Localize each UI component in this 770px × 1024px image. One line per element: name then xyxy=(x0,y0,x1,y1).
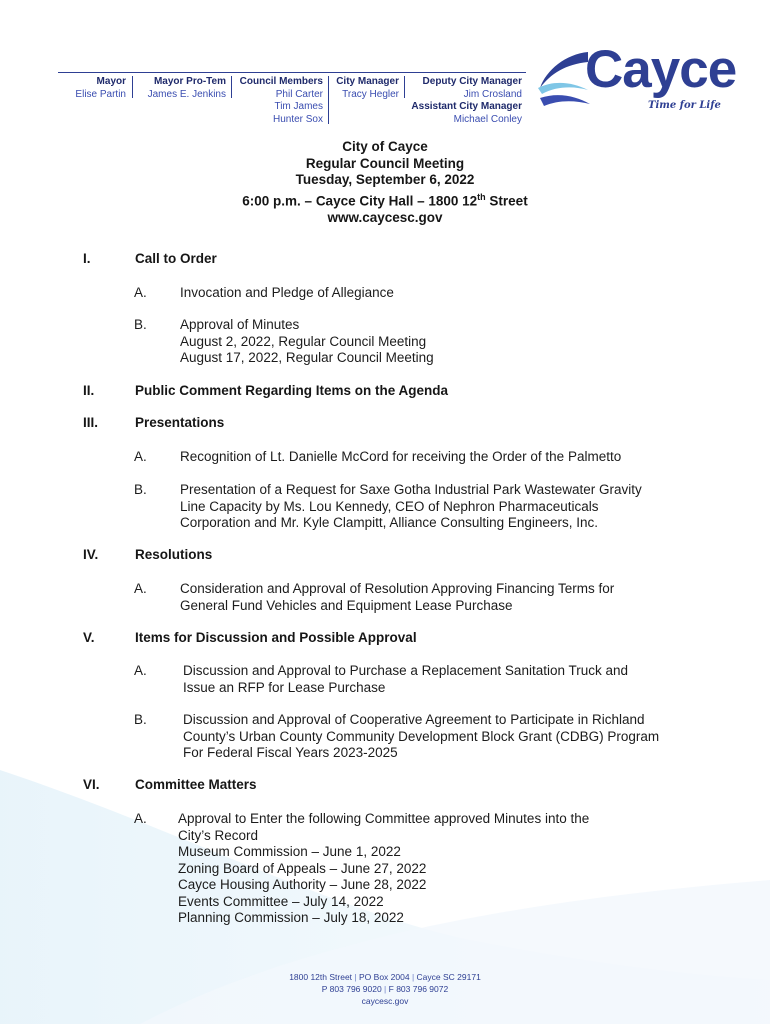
item-letter: A. xyxy=(134,663,147,678)
assistant-city-manager-name: Michael Conley xyxy=(453,113,522,125)
footer-phone: P 803 796 9020 xyxy=(321,984,382,994)
section-title: Public Comment Regarding Items on the Agenda xyxy=(135,383,449,398)
item-line: Zoning Board of Appeals – June 27, 2022 xyxy=(178,860,427,876)
item-letter: A. xyxy=(134,581,147,596)
footer-po-box: PO Box 2004 xyxy=(359,972,410,982)
item-line: City’s Record xyxy=(178,827,259,843)
item-line: Approval of Minutes xyxy=(180,317,300,332)
footer-website[interactable]: caycesc.gov xyxy=(361,996,409,1006)
header-mayor-pro-tem xyxy=(138,76,226,101)
section-numeral: III. xyxy=(83,415,99,430)
item-line: Approval to Enter the following Committee approved Minutes into the xyxy=(178,811,590,826)
item-line: Events Committee – July 14, 2022 xyxy=(178,893,384,909)
item-line: County’s Urban County Community Development Block Grant (CDBG) Program xyxy=(183,728,660,744)
section-numeral: II. xyxy=(83,383,95,398)
footer-separator: | xyxy=(384,984,387,994)
header-rule xyxy=(58,72,526,73)
city-name: City of Cayce xyxy=(342,139,428,154)
ordinal-suffix: th xyxy=(477,191,486,202)
section-numeral: I. xyxy=(83,251,91,266)
header-city-manager xyxy=(332,76,399,101)
mayor-title: Mayor xyxy=(96,76,126,87)
mayor-pro-tem-name: James E. Jenkins xyxy=(147,88,226,100)
deputy-city-manager-name: Jim Crosland xyxy=(463,88,522,100)
item-line: Planning Commission – July 18, 2022 xyxy=(178,910,404,925)
meeting-type: Regular Council Meeting xyxy=(305,155,465,171)
section-numeral: VI. xyxy=(83,777,100,792)
header-mayor xyxy=(72,76,126,101)
item-line: August 2, 2022, Regular Council Meeting xyxy=(180,333,427,349)
item-line: Consideration and Approval of Resolution Approving Financing Terms for xyxy=(180,581,615,596)
item-line: Invocation and Pledge of Allegiance xyxy=(180,285,394,300)
footer-phone-line xyxy=(200,983,570,995)
item-line: August 17, 2022, Regular Council Meeting xyxy=(180,350,434,365)
city-manager-title: City Manager xyxy=(336,76,399,87)
footer-street: 1800 12th Street xyxy=(289,972,353,982)
meeting-time-location-text: 6:00 p.m. – Cayce City Hall – 1800 12 xyxy=(242,193,478,208)
section-title: Committee Matters xyxy=(135,777,257,792)
header-divider xyxy=(132,76,133,98)
header-divider xyxy=(328,76,329,124)
item-letter: A. xyxy=(134,285,147,300)
section-numeral: V. xyxy=(83,630,95,645)
section-numeral: IV. xyxy=(83,547,99,562)
section-title: Items for Discussion and Possible Approval xyxy=(135,630,417,645)
footer-contact xyxy=(200,971,570,1007)
council-member-name: Hunter Sox xyxy=(272,113,323,125)
council-member-name: Phil Carter xyxy=(275,88,323,100)
item-line: Museum Commission – June 1, 2022 xyxy=(178,844,401,859)
item-line: Presentation of a Request for Saxe Gotha Industrial Park Wastewater Gravity xyxy=(180,482,642,497)
cayce-tagline: Time for Life xyxy=(648,100,721,111)
meeting-date: Tuesday, September 6, 2022 xyxy=(295,172,475,187)
item-line: Cayce Housing Authority – June 28, 2022 xyxy=(178,877,427,892)
item-letter: B. xyxy=(134,712,147,727)
item-line: Corporation and Mr. Kyle Clampitt, Alliance Consulting Engineers, Inc. xyxy=(180,515,598,530)
deputy-city-manager-title: Deputy City Manager xyxy=(422,76,522,87)
header-divider xyxy=(231,76,232,98)
item-line: General Fund Vehicles and Equipment Lease Purchase xyxy=(180,597,513,613)
meeting-time-location xyxy=(160,189,610,210)
footer-separator: | xyxy=(354,972,357,982)
section-title: Resolutions xyxy=(135,547,213,562)
item-line: Discussion and Approval of Cooperative Agreement to Participate in Richland xyxy=(183,712,645,727)
item-line: Issue an RFP for Lease Purchase xyxy=(183,679,386,695)
mayor-pro-tem-title: Mayor Pro-Tem xyxy=(153,76,226,87)
council-members-title: Council Members xyxy=(239,76,323,87)
meeting-location-street: Street xyxy=(485,193,528,208)
footer-separator: | xyxy=(411,972,415,982)
item-line: Recognition of Lt. Danielle McCord for receiving the Order of the Palmetto xyxy=(180,449,622,464)
item-letter: A. xyxy=(134,449,147,464)
header-deputy-managers xyxy=(406,76,522,126)
header-divider xyxy=(404,76,405,98)
header-council-members xyxy=(234,76,323,126)
footer-city: Cayce SC 29171 xyxy=(416,972,481,982)
assistant-city-manager-title: Assistant City Manager xyxy=(411,101,522,112)
meeting-title-block xyxy=(160,139,610,226)
footer-address-line xyxy=(200,971,570,983)
item-line: Discussion and Approval to Purchase a Replacement Sanitation Truck and xyxy=(183,663,629,678)
item-letter: B. xyxy=(134,482,147,497)
council-member-name: Tim James xyxy=(274,101,323,112)
website-link[interactable]: www.caycesc.gov xyxy=(327,209,443,225)
mayor-name: Elise Partin xyxy=(75,88,126,100)
footer-fax: F 803 796 9072 xyxy=(388,984,449,994)
item-letter: A. xyxy=(134,811,147,826)
section-title: Call to Order xyxy=(135,251,217,266)
item-line: Line Capacity by Ms. Lou Kennedy, CEO of Nephron Pharmaceuticals xyxy=(180,498,599,514)
section-title: Presentations xyxy=(135,415,225,430)
city-manager-name: Tracy Hegler xyxy=(342,88,399,100)
cayce-wordmark: Cayce xyxy=(585,40,737,99)
item-letter: B. xyxy=(134,317,147,332)
item-line: For Federal Fiscal Years 2023-2025 xyxy=(183,745,398,760)
